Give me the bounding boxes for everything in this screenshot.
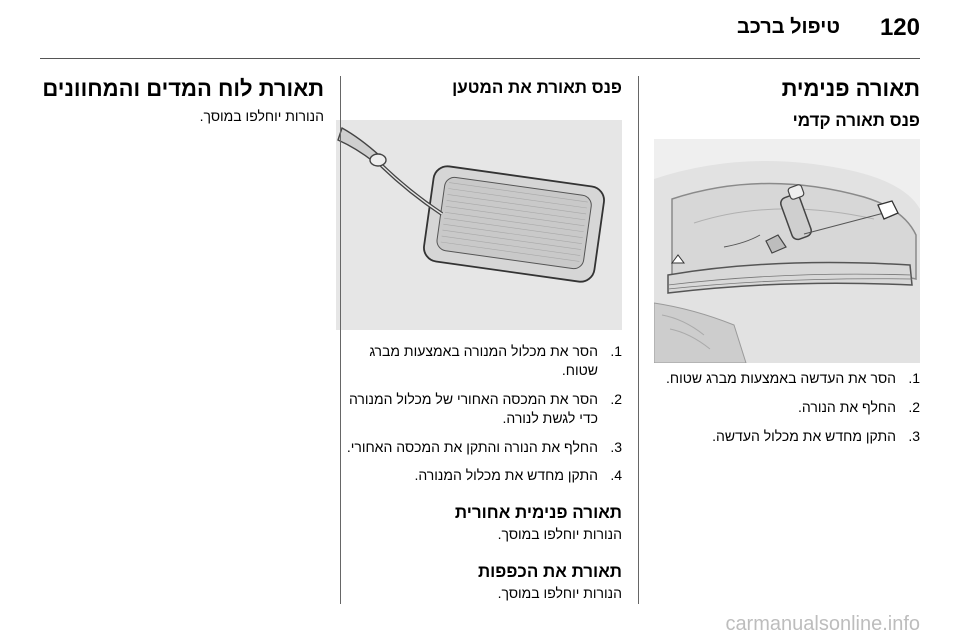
subsection-title-front-dome: פנס תאורה קדמי [792,111,920,131]
step-text: החלף את הנורה. [798,399,896,416]
glovebox-text: הנורות יוחלפו במוסך. [497,584,622,601]
header-divider [40,58,920,59]
trunk-light-column [336,64,622,606]
instrument-panel-column [40,64,324,129]
step-number: 3. [610,438,622,455]
subsection-title-rear-interior: תאורה פנימית אחורית [454,503,622,523]
step-text: התקן מחדש את מכלול המנורה. [414,467,598,484]
step-number: 2. [610,390,622,407]
column-divider [340,76,341,604]
page-number: 120 [879,14,920,41]
rear-interior-text: הנורות יוחלפו במוסך. [497,526,622,543]
step-number: 3. [908,428,920,445]
step-number: 1. [610,343,622,359]
step-number: 4. [610,467,622,484]
section-title-instrument-panel: תאורת לוח המדים והמחוונים [42,76,324,101]
section-title-trunk-light: פנס תאורת את המטען [452,78,622,97]
step-text: החלף את הנורה והתקן את המכסה האחורי. [346,438,598,455]
list-item [336,342,622,380]
step-text: הסר את העדשה באמצעות מברג שטוח. [666,370,896,387]
trunk-lamp-figure [336,120,622,330]
step-text: התקן מחדש את מכלול העדשה. [712,428,896,445]
page-header [40,14,920,50]
light-removal-figure [654,139,920,363]
list-item [654,369,920,388]
front-dome-steps [654,369,920,446]
instrument-panel-text: הנורות יוחלפו במוסך. [199,108,324,125]
section-title-interior-lights: תאורה פנימית [781,76,920,101]
subsection-title-glovebox: תאורת את הכפפות [477,561,622,581]
step-text: הסר את מכלול המנורה באמצעות מברג שטוח. [369,343,598,378]
list-item [654,398,920,417]
running-head: טיפול ברכב [736,16,840,38]
column-divider [638,76,639,604]
list-item [654,427,920,446]
watermark: carmanualsonline.info [725,613,920,635]
trunk-light-steps [336,342,622,485]
step-text: הסר את המכסה האחורי של מכלול המנורה כדי לגשת לנורה. [348,390,598,426]
step-number: 1. [908,370,920,387]
interior-lights-column [654,64,920,456]
list-item [336,466,622,485]
list-item [336,438,622,457]
step-number: 2. [908,399,920,416]
list-item [336,390,622,428]
